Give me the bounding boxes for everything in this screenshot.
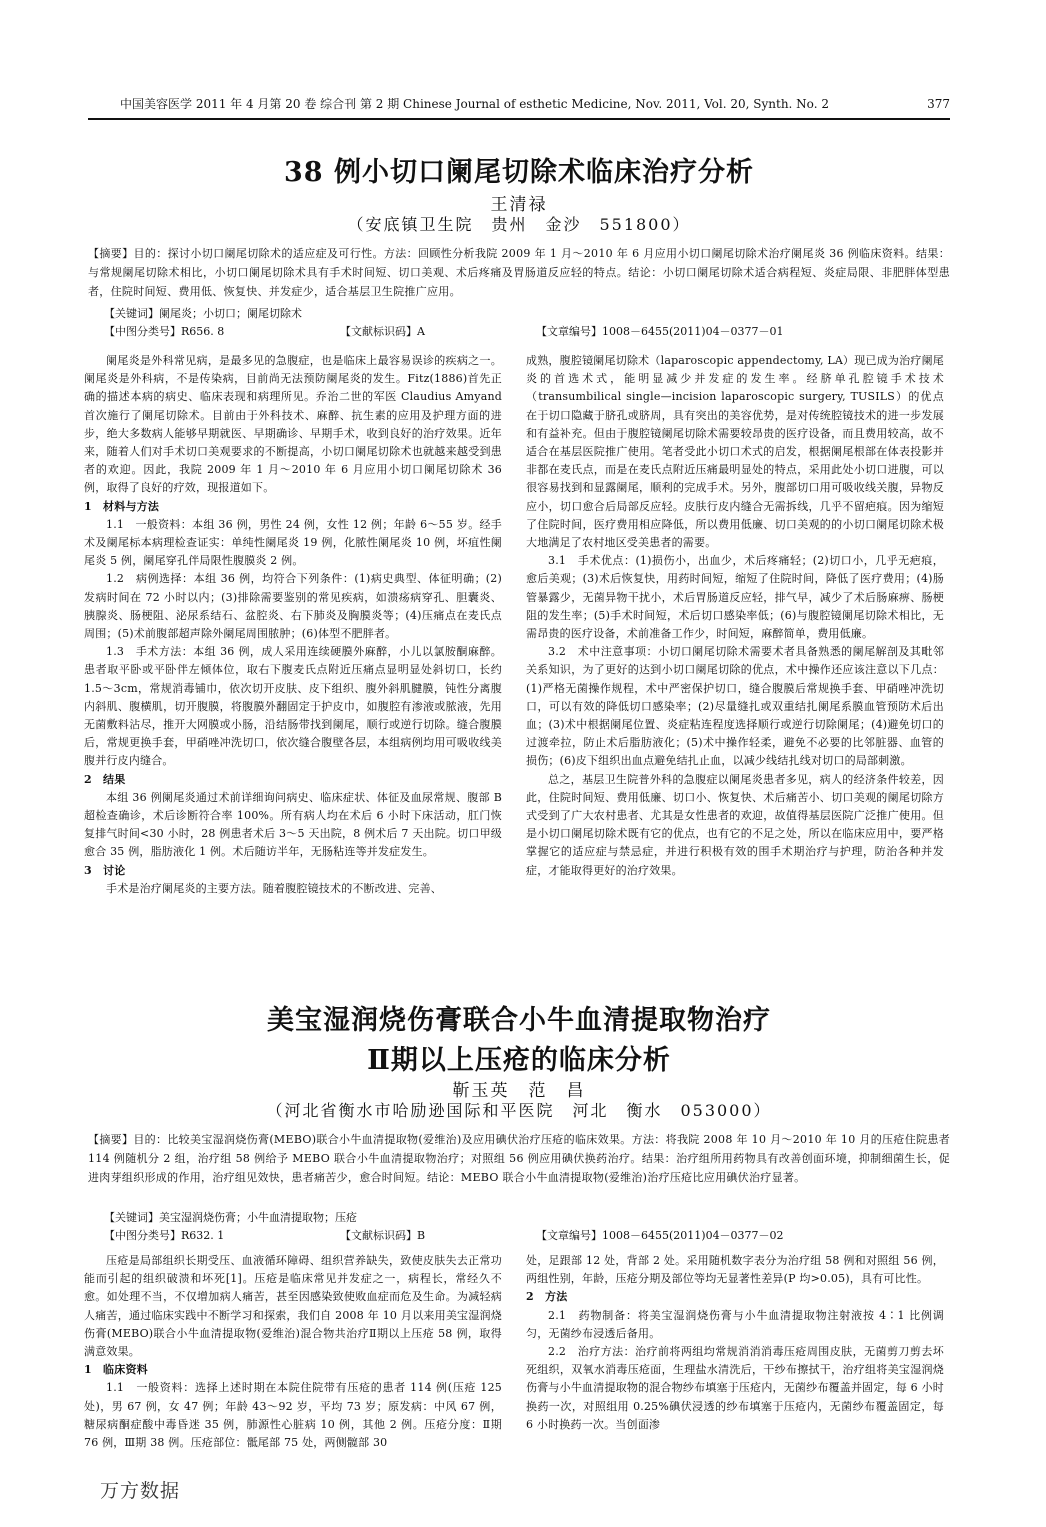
running-header [120,96,950,112]
article1-heading-discussion: 3 讨论 [84,863,126,877]
article1-left-p3: 1.2 病例选择：本组 36 例，均符合下列条件：(1)病史典型、体征明确；(2)发病时间在 72 小时以内；(3)排除需要鉴别的常见疾病，如溃疡病穿孔、胆囊炎、胰腺炎、肠梗阻、泌尿系结石、盆腔炎、右下肺炎及胸膜炎等；(4)压痛点在麦氏点周围；(5)术前腹部超声除外阑尾周围脓肿；(6)体型不肥胖者。 [84,572,502,641]
article2-affiliation: （河北省衡水市哈励逊国际和平医院 河北 衡水 053000） [266,1101,772,1120]
article2-heading-clinical: 1 临床资料 [84,1363,148,1377]
article2-title-line2: Ⅱ期以上压疮的临床分析 [367,1045,671,1076]
header-rule [88,118,950,120]
article1-author: 王清禄 [490,195,548,215]
article1-affiliation: （安底镇卫生院 贵州 金沙 551800） [347,215,691,234]
article2-title-line1: 美宝湿润烧伤膏联合小牛血清提取物治疗 [267,1005,771,1036]
article1-left-column [84,352,502,898]
article2-article-no: 【文章编号】1008－6455(2011)04－0377－02 [536,1229,784,1242]
article1-heading-methods: 1 材料与方法 [84,499,160,513]
article1-article-no: 【文章编号】1008－6455(2011)04－0377－01 [536,325,784,338]
article1-doc-code: 【文献标识码】A [340,325,425,338]
running-header-text: 中国美容医学 2011 年 4 月第 20 卷 综合刊 第 2 期 Chinese Journal of esthetic Medicine, Nov. 2011, Vol. 20, Synth. No. 2 [120,97,829,111]
article1-right-column [526,352,944,880]
article1-left-p2: 1.1 一般资料：本组 36 例，男性 24 例，女性 12 例；年龄 6～55 岁。经手术及阑尾标本病理检查证实：单纯性阑尾炎 19 例，化脓性阑尾炎 10 例，坏疽性阑尾炎 5 例，阑尾穿孔伴局限性腹膜炎 2 例。 [84,517,502,568]
article2-left-p1: 压疮是局部组织长期受压、血液循环障碍、组织营养缺失，致使皮肤失去正常功能而引起的组织破溃和坏死[1]。压疮是临床常见并发症之一，病程长，常经久不愈。如处理不当，不仅增加病人痛苦，甚至因感染致使败血症而危及生命。为减轻病人痛苦，通过临床实践中不断学习和探索，我们自 2008 年 10 月以来用美宝湿润烧伤膏(MEBO)联合小牛血清提取物(爱维治)混合物共治疗Ⅱ期以上压疮 58 例，取得满意效果。 [84,1254,502,1359]
page-number: 377 [927,97,950,111]
article1-right-p1: 成熟，腹腔镜阑尾切除术（laparoscopic appendectomy, LA）现已成为治疗阑尾炎的首选术式，能明显减少并发症的发生率。经脐单孔腔镜手术技术（transumbilical single—incision laparoscopic surgery, TUSILS）的优点在于切口隐藏于脐孔或脐周，具有突出的美容优势，是对传统腔镜技术的进一步发展和有益补充。但由于腹腔镜阑尾切除术需要较昂贵的医疗设备，而且费用较高，故不适合在基层医院推广使用。笔者受此小切口术式的启发，根据阑尾根部在体表投影并非都在麦氏点，而是在麦氏点附近压痛最明显处的特点，采用此处小切口进腹，可以很容易找到和显露阑尾，顺利的完成手术。另外，腹部切口用可吸收线关腹，异物反应小，切口愈合后局部反应轻。皮肤行皮内缝合无需拆线，几乎不留疤痕。因为缩短了住院时间，医疗费用相应降低，所以费用低廉、切口美观的的小切口阑尾切除术极大地满足了农村地区受美患者的需要。 [526,354,944,550]
article1-title: 38 例小切口阑尾切除术临床治疗分析 [284,157,754,188]
article1-right-p3: 3.2 术中注意事项：小切口阑尾切除术需要术者具备熟悉的阑尾解剖及其毗邻关系知识，为了更好的达到小切口阑尾切除的优点，术中操作还应该注意以下几点：(1)严格无菌操作规程，术中严密保护切口，缝合腹膜后常规换手套、甲硝唑冲洗切口，可以有效的降低切口感染率；(2)尽量缝扎或双重结扎阑尾系膜血管预防术后出血；(3)术中根据阑尾位置、炎症粘连程度选择顺行或逆行切除阑尾；(4)避免切口的过渡牵拉，防止术后脂肪液化；(5)术中操作轻柔，避免不必要的比邻脏器、血管的损伤；(6)皮下组织出血点避免结扎止血，以减少线结扎线对切口的局部刺激。 [526,645,944,768]
article2-clc: 【中图分类号】R632. 1 [104,1229,225,1242]
article2-right-column [526,1252,944,1434]
article1-keywords: 【关键词】阑尾炎；小切口；阑尾切除术 [104,307,302,320]
article1-abstract: 【摘要】目的：探讨小切口阑尾切除术的适应症及可行性。方法：回顾性分析我院 2009 年 1 月～2010 年 6 月应用小切口阑尾切除术治疗阑尾炎 36 例临床资料。结果：与常规阑尾切除术相比，小切口阑尾切除术具有手术时间短、切口美观、术后疼痛及胃肠道反应轻的特点。结论：小切口阑尾切除术适合病程短、炎症局限、非肥胖体型患者，住院时间短、费用低、恢复快、并发症少，适合基层卫生院推广应用。 [88,247,950,298]
article1-clc: 【中图分类号】R656. 8 [104,325,225,338]
article1-left-p4: 1.3 手术方法：本组 36 例，成人采用连续硬膜外麻醉，小儿以氯胺酮麻醉。患者取平卧或平卧伴左倾体位，取右下腹麦氏点附近压痛点显明显处斜切口，长约 1.5～3cm，常规消毒铺巾，依次切开皮肤、皮下组织、腹外斜肌腱膜，钝性分离腹内斜肌、腹横肌，切开腹膜，将腹膜外翻固定于护皮巾，如腹腔有渗液或脓液，先用无菌敷料沾尽，推开大网膜或小肠，沿结肠带找到阑尾，顺行或逆行切除。缝合腹膜后，常规更换手套，甲硝唑冲洗切口，依次缝合腹壁各层，本组病例均用可吸收线美腹并行皮内缝合。 [84,645,502,768]
article2-right-p2: 2.1 药物制备：将美宝湿润烧伤膏与小牛血清提取物注射液按 4∶1 比例调匀，无菌纱布浸透后备用。 [526,1308,944,1340]
article1-heading-results: 2 结果 [84,772,126,786]
article2-left-column [84,1252,502,1452]
article1-right-p2: 3.1 手术优点：(1)损伤小，出血少，术后疼痛轻；(2)切口小，几乎无疤痕，愈后美观；(3)术后恢复快，用药时间短，缩短了住院时间，降低了医疗费用；(4)肠管暴露少，无菌异物干扰小，术后胃肠道反应轻，排气早，减少了术后肠麻痹、肠梗阻的发生率；(5)手术时间短，术后切口感染率低；(6)与腹腔镜阑尾切除术相比，无需昂贵的医疗设备，术前准备工作少，时间短，麻醉简单，费用低廉。 [526,554,944,641]
article2-right-p3: 2.2 治疗方法：治疗前将两组均常规消消消毒压疮周围皮肤，无菌剪刀剪去坏死组织，双氧水消毒压疮面，生理盐水清洗后，干纱布擦拭干，治疗组将美宝湿润烧伤膏与小牛血清提取物的混合物纱布填塞于压疮内，无菌纱布覆盖并固定，每 6 小时换药一次，对照组用 0.25%碘伏浸透的纱布填塞于压疮内，无菌纱布覆盖固定，每 6 小时换药一次。当创面渗 [526,1345,944,1431]
article2-left-p2: 1.1 一般资料：选择上述时期在本院住院带有压疮的患者 114 例(压疮 125 处)，男 67 例，女 47 例；年龄 43～92 岁，平均 73 岁；原发病：中风 67 例，糖尿病酮症酸中毒昏迷 35 例，肺源性心脏病 10 例，其他 2 例。压疮分度：Ⅱ期 76 例，Ⅲ期 38 例。压疮部位：骶尾部 75 处，两侧髋部 30 [84,1381,502,1450]
article2-keywords: 【关键词】美宝湿润烧伤膏；小牛血清提取物；压疮 [104,1211,357,1224]
article1-left-p1: 阑尾炎是外科常见病，是最多见的急腹症，也是临床上最容易误诊的疾病之一。阑尾炎是外科病，不是传染病，目前尚无法预防阑尾炎的发生。Fitz(1886)首先正确的描述本病的病史、临床表现和病理所见。乔治二世的军医 Claudius Amyand 首次施行了阑尾切除术。目前由于外科技术、麻醉、抗生素的应用及护理方面的进步，绝大多数病人能够早期就医、早期确诊、早期手术，收到良好的治疗效果。近年来，随着人们对手术切口美观要求的不断提高，小切口阑尾切除术也就越来越受到患者的欢迎。因此，我院 2009 年 1 月～2010 年 6 月应用小切口阑尾切除术 36 例，取得了良好的疗效，现报道如下。 [84,354,502,495]
article1-right-p4: 总之，基层卫生院普外科的急腹症以阑尾炎患者多见，病人的经济条件较差，因此，住院时间短、费用低廉、切口小、恢复快、术后痛苦小、切口美观的阑尾切除方式受到了广大农村患者、尤其是女性患者的欢迎，故值得基层医院广泛推广使用。但是小切口阑尾切除术既有它的优点，也有它的不足之处，所以在临床应用中，要严格掌握它的适应症与禁忌症，并进行积极有效的围手术期治疗与护理，防治各种并发症，才能取得更好的治疗效果。 [526,772,944,877]
article1-left-p5: 本组 36 例阑尾炎通过术前详细询问病史、临床症状、体征及血尿常规、腹部 B 超检查确诊，术后诊断符合率 100%。所有病人均在术后 6 小时下床活动，肛门恢复排气时间<30 小时，28 例患者术后 3～5 天出院，8 例术后 7 天出院。切口甲级愈合 35 例，脂肪液化 1 例。术后随访半年，无肠粘连等并发症发生。 [84,790,502,859]
article2-doc-code: 【文献标识码】B [340,1229,426,1242]
article2-right-p1: 处，足跟部 12 处，背部 2 处。采用随机数字表分为治疗组 58 例和对照组 56 例，两组性别，年龄，压疮分期及部位等均无显著性差异(P 均>0.05)，具有可比性。 [526,1254,944,1286]
article2-heading-methods: 2 方法 [526,1290,568,1304]
wanfang-watermark: 万方数据 [100,1480,181,1502]
article2-abstract: 【摘要】目的：比较美宝湿润烧伤膏(MEBO)联合小牛血清提取物(爱维治)及应用碘伏治疗压疮的临床效果。方法：将我院 2008 年 10 月～2010 年 10 月的压疮住院患者 114 例随机分 2 组，治疗组 58 例给予 MEBO 联合小牛血清提取物治疗；对照组 56 例应用碘伏换药治疗。结果：治疗组所用药物具有改善创面环境，抑制细菌生长，促进肉芽组织形成的作用，治疗组见效快，患者痛苦少，愈合时间短。结论：MEBO 联合小牛血清提取物(爱维治)治疗压疮比应用碘伏治疗显著。 [88,1133,950,1184]
article2-author: 靳玉英 范 昌 [452,1081,586,1101]
article1-left-p6: 手术是治疗阑尾炎的主要方法。随着腹腔镜技术的不断改进、完善、 [106,881,442,895]
